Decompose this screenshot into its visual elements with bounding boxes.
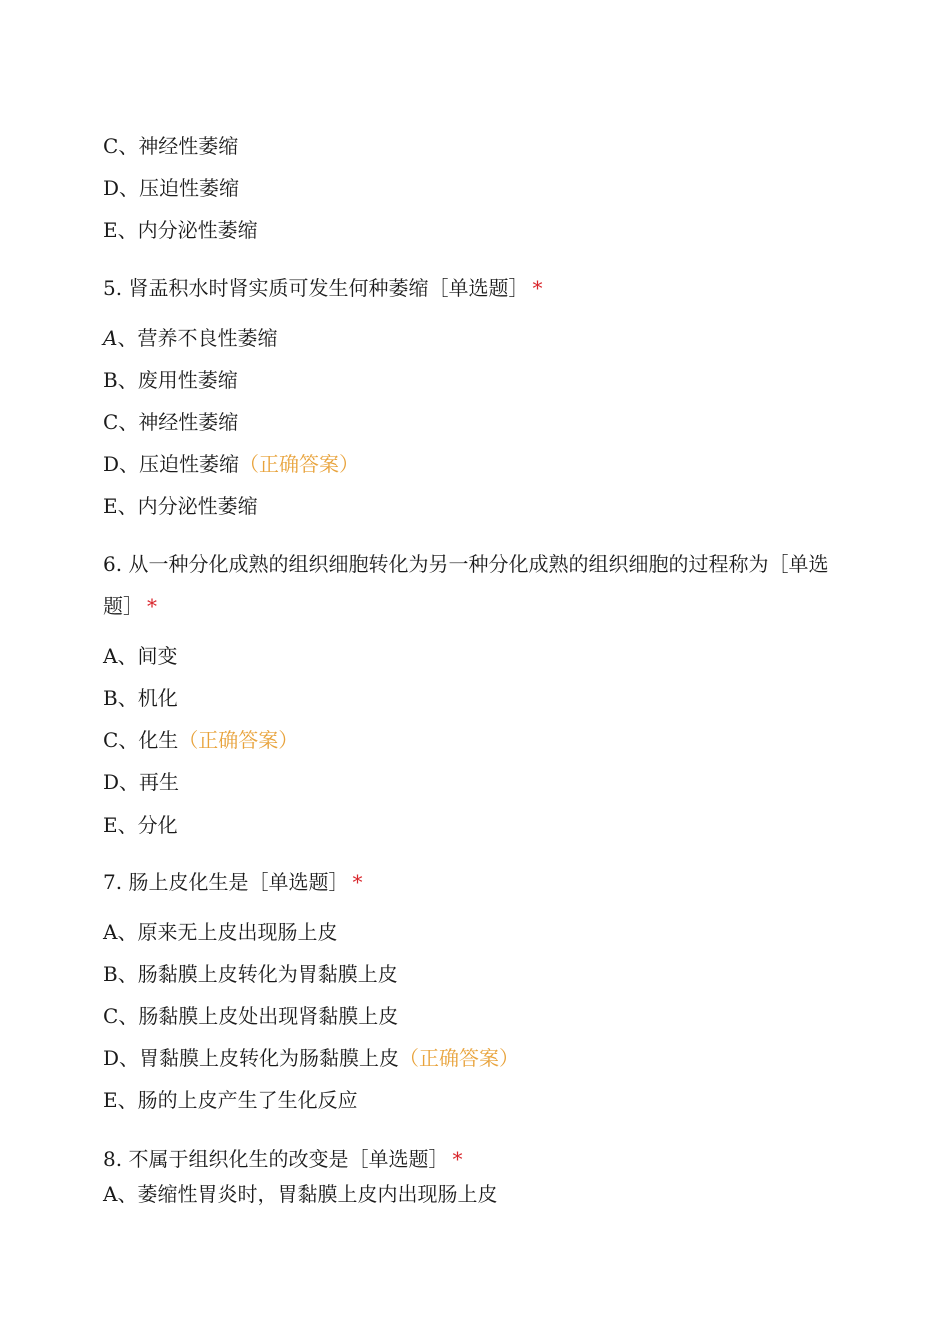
question-number: 6.: [103, 552, 123, 576]
option-letter: C: [103, 1004, 119, 1028]
q5-option-a: [103, 324, 277, 352]
required-star: *: [532, 276, 543, 300]
q5-option-e: [103, 492, 258, 520]
q6-option-d: [103, 768, 179, 796]
option-letter: D: [103, 1046, 120, 1070]
q4-option-c: [103, 132, 238, 160]
option-sep: 、: [117, 1088, 138, 1112]
option-sep: 、: [118, 134, 139, 158]
question-text: 不属于组织化生的改变是［单选题］: [128, 1147, 449, 1171]
q6-option-e: [103, 811, 178, 839]
option-letter: A: [103, 326, 118, 350]
option-letter: C: [103, 134, 119, 158]
q7-title: [103, 868, 362, 896]
option-text: 内分泌性萎缩: [137, 218, 258, 242]
option-text: 间变: [137, 644, 178, 668]
q8-option-a: [103, 1180, 497, 1208]
option-letter: E: [103, 813, 118, 837]
q5-option-c: [103, 408, 238, 436]
option-letter: E: [103, 1088, 118, 1112]
q7-option-d: [103, 1044, 519, 1072]
question-number: 8.: [103, 1147, 123, 1171]
q7-option-e: [103, 1086, 358, 1114]
option-sep: 、: [119, 452, 140, 476]
option-letter: D: [103, 176, 120, 200]
option-letter: E: [103, 494, 118, 518]
option-text: 胃黏膜上皮转化为肠黏膜上皮: [139, 1046, 400, 1070]
option-letter: D: [103, 452, 120, 476]
q7-option-c: [103, 1002, 398, 1030]
option-sep: 、: [119, 176, 140, 200]
q6-option-a: [103, 642, 177, 670]
option-sep: 、: [117, 962, 138, 986]
option-letter: B: [103, 368, 118, 392]
required-star: *: [352, 870, 363, 894]
q4-option-e: [103, 216, 258, 244]
option-sep: 、: [117, 686, 138, 710]
option-sep: 、: [117, 218, 138, 242]
question-text: 从一种分化成熟的组织细胞转化为另一种分化成熟的组织细胞的过程称为［单选题］: [103, 552, 829, 618]
correct-answer-mark: （正确答案）: [239, 452, 360, 476]
option-sep: 、: [117, 920, 138, 944]
required-star: *: [147, 594, 157, 618]
option-text: 机化: [137, 686, 178, 710]
question-text: 肠上皮化生是［单选题］: [128, 870, 349, 894]
q6-title: [103, 543, 848, 627]
q5-option-d: [103, 450, 359, 478]
option-text: 神经性萎缩: [138, 134, 239, 158]
option-sep: 、: [119, 1046, 140, 1070]
option-text: 再生: [139, 770, 180, 794]
option-letter: A: [103, 1182, 118, 1206]
option-letter: A: [103, 644, 118, 668]
option-text: 肠黏膜上皮处出现肾黏膜上皮: [138, 1004, 399, 1028]
option-text: 内分泌性萎缩: [137, 494, 258, 518]
option-sep: 、: [117, 1182, 138, 1206]
option-text: 营养不良性萎缩: [137, 326, 278, 350]
required-star: *: [452, 1147, 463, 1171]
question-text: 肾盂积水时肾实质可发生何种萎缩［单选题］: [128, 276, 529, 300]
option-sep: 、: [118, 1004, 139, 1028]
correct-answer-mark: （正确答案）: [178, 728, 299, 752]
option-text: 原来无上皮出现肠上皮: [137, 920, 338, 944]
option-text: 压迫性萎缩: [139, 452, 240, 476]
q7-option-b: [103, 960, 398, 988]
option-letter: B: [103, 686, 118, 710]
option-sep: 、: [118, 728, 139, 752]
q6-option-b: [103, 684, 178, 712]
q8-title: [103, 1145, 462, 1173]
option-sep: 、: [117, 813, 138, 837]
option-text: 肠的上皮产生了生化反应: [137, 1088, 358, 1112]
option-letter: E: [103, 218, 118, 242]
q4-option-d: [103, 174, 239, 202]
option-sep: 、: [119, 770, 140, 794]
option-text: 废用性萎缩: [137, 368, 238, 392]
q5-option-b: [103, 366, 238, 394]
q7-option-a: [103, 918, 337, 946]
option-text: 分化: [137, 813, 178, 837]
option-letter: D: [103, 770, 120, 794]
question-number: 5.: [103, 276, 123, 300]
option-letter: B: [103, 962, 118, 986]
option-text: 萎缩性胃炎时，胃黏膜上皮内出现肠上皮: [137, 1182, 498, 1206]
option-sep: 、: [117, 644, 138, 668]
option-letter: A: [103, 920, 118, 944]
option-sep: 、: [118, 410, 139, 434]
option-text: 肠黏膜上皮转化为胃黏膜上皮: [137, 962, 398, 986]
option-sep: 、: [117, 494, 138, 518]
q6-option-c: [103, 726, 298, 754]
option-letter: C: [103, 410, 119, 434]
question-number: 7.: [103, 870, 123, 894]
option-letter: C: [103, 728, 119, 752]
option-text: 压迫性萎缩: [139, 176, 240, 200]
option-sep: 、: [117, 326, 138, 350]
q5-title: [103, 274, 542, 302]
option-sep: 、: [117, 368, 138, 392]
option-text: 化生: [138, 728, 179, 752]
correct-answer-mark: （正确答案）: [399, 1046, 520, 1070]
option-text: 神经性萎缩: [138, 410, 239, 434]
